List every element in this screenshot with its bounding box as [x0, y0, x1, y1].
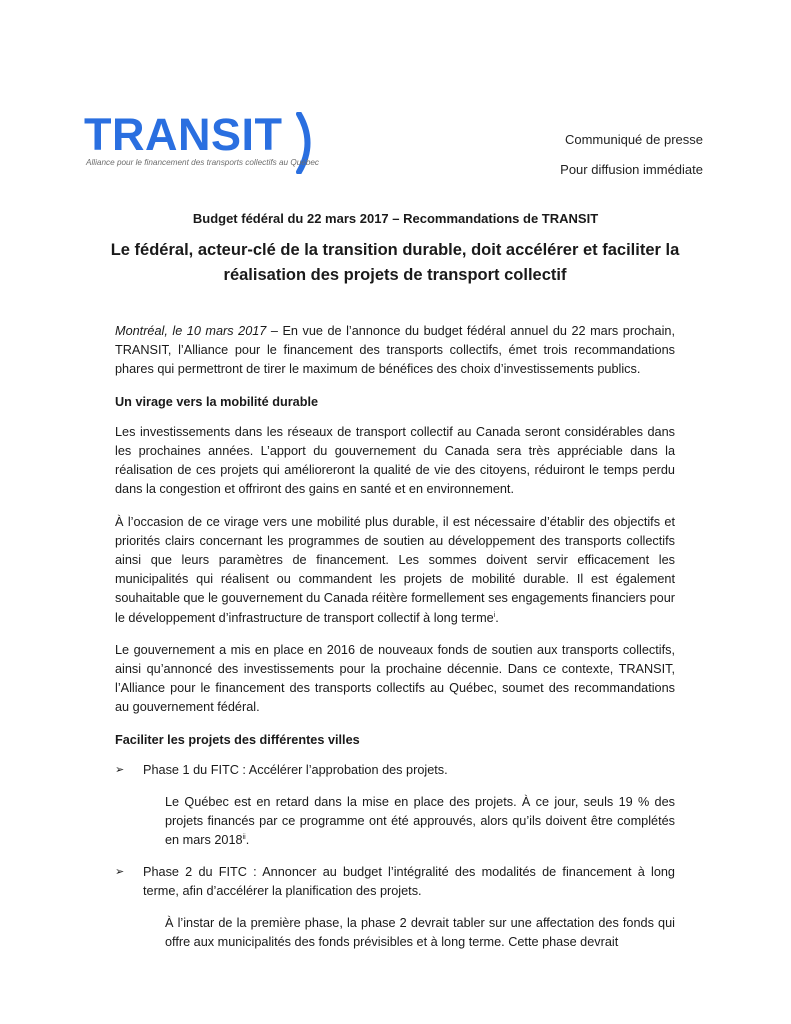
- section-heading: Un virage vers la mobilité durable: [115, 394, 319, 409]
- paragraph-text: À l’occasion de ce virage vers une mobilité plus durable, il est nécessaire d’établir des objectifs et priorités clairs concernant les programmes de soutien au développement des transports collectifs ainsi que leurs paramètres de financement. Les sommes doivent servir efficacement les municipalités qui réalisent ou commandent les projets de mobilité durable. Il est également souhaitable que le gouvernement du Canada réitère formellement ses engagements financiers pour le développement d’infrastructure de transport collectif à long terme: [115, 514, 676, 625]
- paragraph-end: .: [495, 610, 499, 625]
- footnote-ref: ii: [242, 834, 246, 842]
- bullet-text: Phase 1 du FITC : Accélérer l’approbation des projets.: [143, 762, 448, 777]
- paragraph: Le gouvernement a mis en place en 2016 de nouveaux fonds de soutien aux transports collectifs, ainsi qu’annoncé des investissements pour la prochaine décennie. Dans ce contexte, TRANSIT, l’Alliance pour le financement des transports collectifs au Québec, soumet des recommandations au gouvernement fédéral.: [115, 642, 675, 715]
- section-heading: Faciliter les projets des différentes villes: [115, 732, 360, 747]
- document-title: Le fédéral, acteur-clé de la transition durable, doit accélérer et faciliter la réalisation des projets de transport collectif: [110, 241, 680, 284]
- press-release-label: Communiqué de presse: [564, 132, 703, 147]
- arrow-bullet-icon: ➢: [115, 865, 125, 878]
- immediate-release-label: Pour diffusion immédiate: [560, 162, 703, 177]
- bullet-item: [115, 863, 675, 901]
- dateline: Montréal, le 10 mars 2017: [115, 324, 267, 338]
- paragraph: [115, 513, 675, 628]
- bullet-detail: À l’instar de la première phase, la phase 2 devrait tabler sur une affectation des fonds qui offre aux municipalités des fonds prévisibles et à long terme. Cette phase devrait: [165, 916, 675, 950]
- footnote-ref: i: [493, 611, 496, 619]
- intro-paragraph: [115, 322, 675, 380]
- transit-logo: [84, 109, 334, 178]
- detail-end: .: [245, 833, 250, 848]
- press-header: [560, 125, 703, 185]
- intro-text: – En vue de l’annonce du budget fédéral annuel du 22 mars prochain, TRANSIT, l’Alliance pour le financement des transports collectifs, émet trois recommandations phares qui permettront de tirer le maximum de bénéfices des choix d’investissements publics.: [115, 324, 675, 377]
- paragraph: Les investissements dans les réseaux de transport collectif au Canada seront considérables dans les prochaines années. L’apport du gouvernement du Canada sera très appréciable dans la réalisation de ces projets qui amélioreront la qualité de vie des citoyens, réduiront le temps perdu dans la congestion et offriront des gains en santé et en environnement.: [115, 424, 675, 497]
- document-body: [115, 322, 675, 964]
- bullet-text: Phase 2 du FITC : Annoncer au budget l’intégralité des modalités de financement à long terme, afin d’accélérer la planification des projets.: [143, 864, 675, 898]
- bullet-item: [115, 761, 675, 780]
- arrow-bullet-icon: ➢: [115, 763, 125, 776]
- bullet-detail: [165, 793, 675, 851]
- logo-wordmark: TRANSIT: [84, 109, 283, 160]
- detail-text: Le Québec est en retard dans la mise en place des projets. À ce jour, seuls 19 % des projets financés par ce programme ont été approuvés, alors qu’ils doivent être complétés en mars 2018: [165, 795, 675, 848]
- logo-tagline: Alliance pour le financement des transports collectifs au Québec: [86, 158, 320, 167]
- document-subtitle: Budget fédéral du 22 mars 2017 – Recommandations de TRANSIT: [192, 211, 599, 226]
